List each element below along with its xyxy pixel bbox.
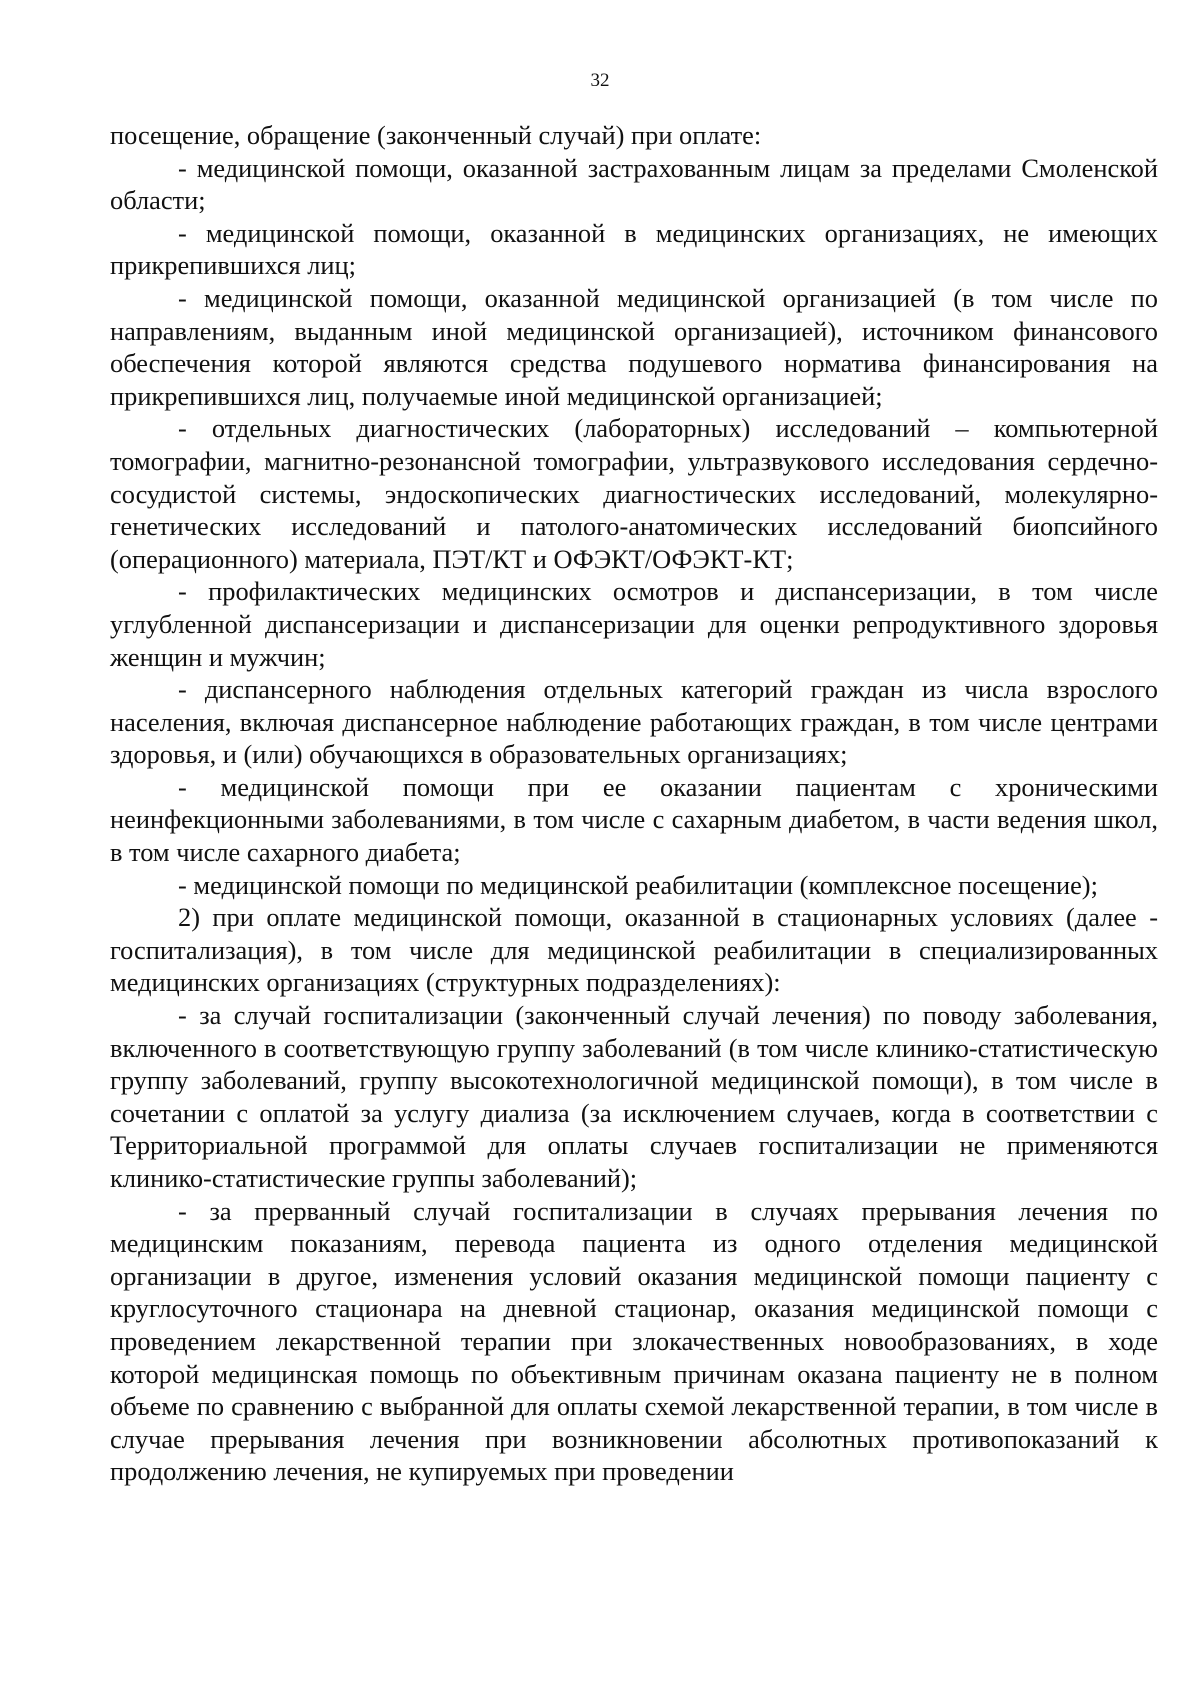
paragraph: - медицинской помощи при ее оказании пациентам с хроническими неинфекционными заболеваниями, в том числе с сахарным диабетом, в части ведения школ, в том числе сахарного диабета;: [110, 771, 1158, 868]
paragraph: - медицинской помощи, оказанной медицинской организацией (в том числе по направлениям, выданным иной медицинской организацией), источником финансового обеспечения которой являются средства подушевого норматива финансирования на прикрепившихся лиц, получаемые иной медицинской организацией;: [110, 282, 1158, 411]
paragraph: - профилактических медицинских осмотров и диспансеризации, в том числе углубленной диспансеризации и диспансеризации для оценки репродуктивного здоровья женщин и мужчин;: [110, 576, 1158, 672]
document-body: [110, 119, 1158, 1488]
paragraph: - за случай госпитализации (законченный случай лечения) по поводу заболевания, включенного в соответствующую группу заболеваний (в том числе клинико-статистическую группу заболеваний, группу высокотехнологичной медицинской помощи), в том числе в сочетании с оплатой за услугу диализа (за исключением случаев, когда в соответствии с Территориальной программой для оплаты случаев госпитализации не применяются клинико-статистические группы заболеваний);: [110, 1000, 1158, 1193]
paragraph: - медицинской помощи, оказанной в медицинских организациях, не имеющих прикрепившихся лиц;: [110, 217, 1158, 281]
page-number: 32: [590, 70, 610, 91]
paragraph: - отдельных диагностических (лабораторных) исследований – компьютерной томографии, магнитно-резонансной томографии, ультразвукового исследования сердечно-сосудистой системы, эндоскопических диагностических исследований, молекулярно-генетических исследований и патолого-анатомических исследований биопсийного (операционного) материала, ПЭТ/КТ и ОФЭКТ/ОФЭКТ-КТ;: [110, 413, 1158, 574]
paragraph: - за прерванный случай госпитализации в случаях прерывания лечения по медицинским показаниям, перевода пациента из одного отделения медицинской организации в другое, изменения условий оказания медицинской помощи пациенту с круглосуточного стационара на дневной стационар, оказания медицинской помощи с проведением лекарственной терапии при злокачественных новообразованиях, в ходе которой медицинская помощь по объективным причинам оказана пациенту не в полном объеме по сравнению с выбранной для оплаты схемой лекарственной терапии, в том числе в случае прерывания лечения при возникновении абсолютных противопоказаний к продолжению лечения, не купируемых при проведении: [110, 1195, 1158, 1487]
paragraph: - медицинской помощи по медицинской реабилитации (комплексное посещение);: [178, 869, 1098, 900]
paragraph: посещение, обращение (законченный случай) при оплате:: [110, 120, 762, 150]
paragraph: - диспансерного наблюдения отдельных категорий граждан из числа взрослого населения, включая диспансерное наблюдение работающих граждан, в том числе центрами здоровья, и (или) обучающихся в образовательных организациях;: [110, 674, 1158, 770]
paragraph: 2) при оплате медицинской помощи, оказанной в стационарных условиях (далее - госпитализация), в том числе для медицинской реабилитации в специализированных медицинских организациях (структурных подразделениях):: [110, 902, 1158, 998]
paragraph: - медицинской помощи, оказанной застрахованным лицам за пределами Смоленской области;: [110, 152, 1158, 216]
